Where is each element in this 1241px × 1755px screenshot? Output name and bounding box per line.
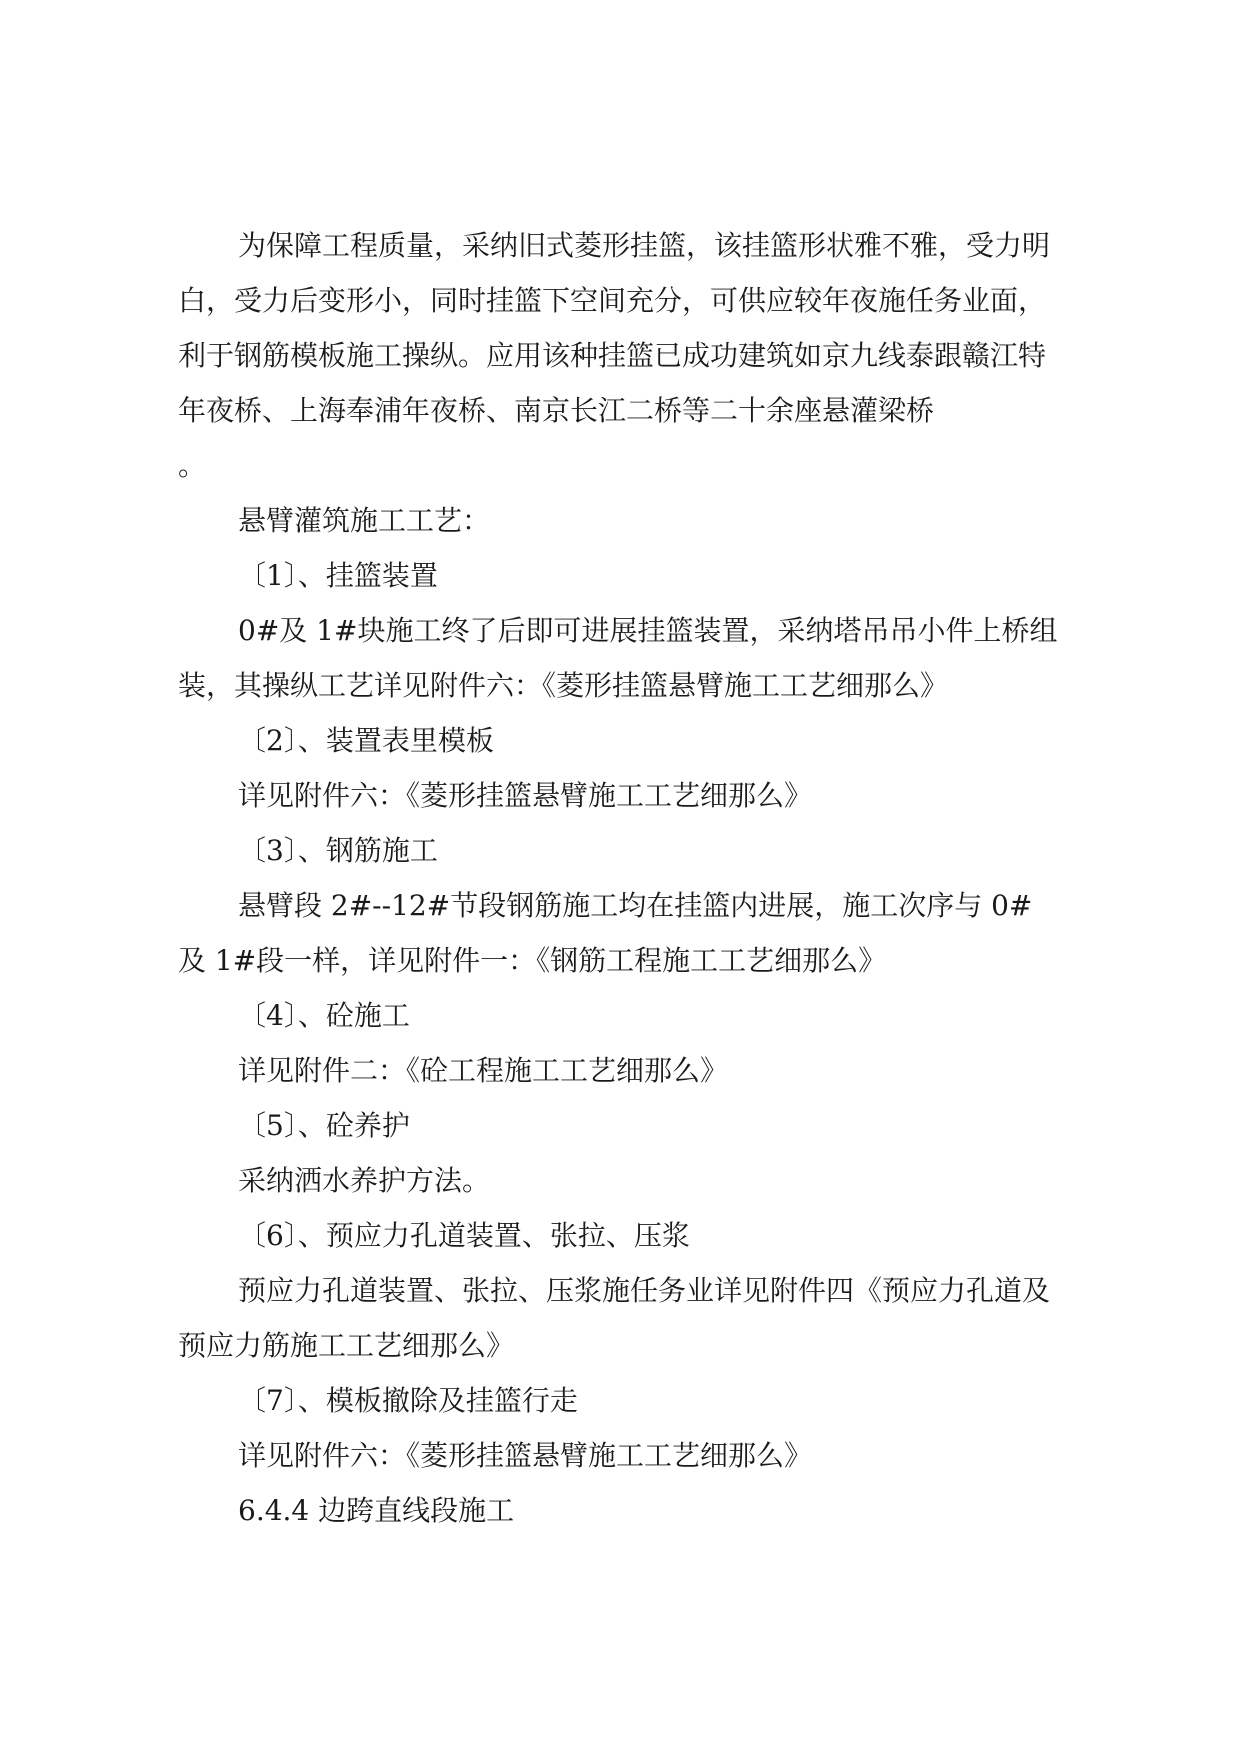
step-heading-6: 〔6〕、预应力孔道装置、张拉、压浆 xyxy=(238,1219,690,1252)
step-body-3: 悬臂段 2#--12#节段钢筋施工均在挂篮内进展，施工次序与 0#及 1#段一样，详见附件一：《钢筋工程施工工艺细那么》 xyxy=(178,889,1033,977)
step-heading-3: 〔3〕、钢筋施工 xyxy=(238,834,438,867)
step-body-6: 预应力孔道装置、张拉、压浆施任务业详见附件四《预应力孔道及预应力筋施工工艺细那么》 xyxy=(178,1274,1051,1362)
step-heading-5: 〔5〕、砼养护 xyxy=(238,1109,410,1142)
section-heading-cantilever: 悬臂灌筑施工工艺： xyxy=(238,504,491,537)
step-heading-4: 〔4〕、砼施工 xyxy=(238,999,410,1032)
step-heading-7: 〔7〕、模板撤除及挂篮行走 xyxy=(238,1384,578,1417)
paragraph-intro: 为保障工程质量，采纳旧式菱形挂篮，该挂篮形状雅不雅，受力明白，受力后变形小，同时挂篮下空间充分，可供应较年夜施任务业面，利于钢筋模板施工操纵。应用该种挂篮已成功建筑如京九线泰跟赣江特年夜桥、上海奉浦年夜桥、南京长江二桥等二十余座悬灌梁桥 xyxy=(178,229,1051,427)
step-body-2: 详见附件六：《菱形挂篮悬臂施工工艺细那么》 xyxy=(238,779,813,812)
paragraph-intro-tail: 。 xyxy=(178,449,207,482)
section-heading-6-4-4: 6.4.4 边跨直线段施工 xyxy=(238,1494,515,1527)
step-body-1: 0#及 1#块施工终了后即可进展挂篮装置，采纳塔吊吊小件上桥组装，其操纵工艺详见附件六：《菱形挂篮悬臂施工工艺细那么》 xyxy=(178,614,1058,702)
step-heading-1: 〔1〕、挂篮装置 xyxy=(238,559,438,592)
step-body-5: 采纳洒水养护方法。 xyxy=(238,1164,491,1197)
step-heading-2: 〔2〕、装置表里模板 xyxy=(238,724,494,757)
step-body-7: 详见附件六：《菱形挂篮悬臂施工工艺细那么》 xyxy=(238,1439,813,1472)
step-body-4: 详见附件二：《砼工程施工工艺细那么》 xyxy=(238,1054,729,1087)
document-body xyxy=(178,218,1058,1538)
